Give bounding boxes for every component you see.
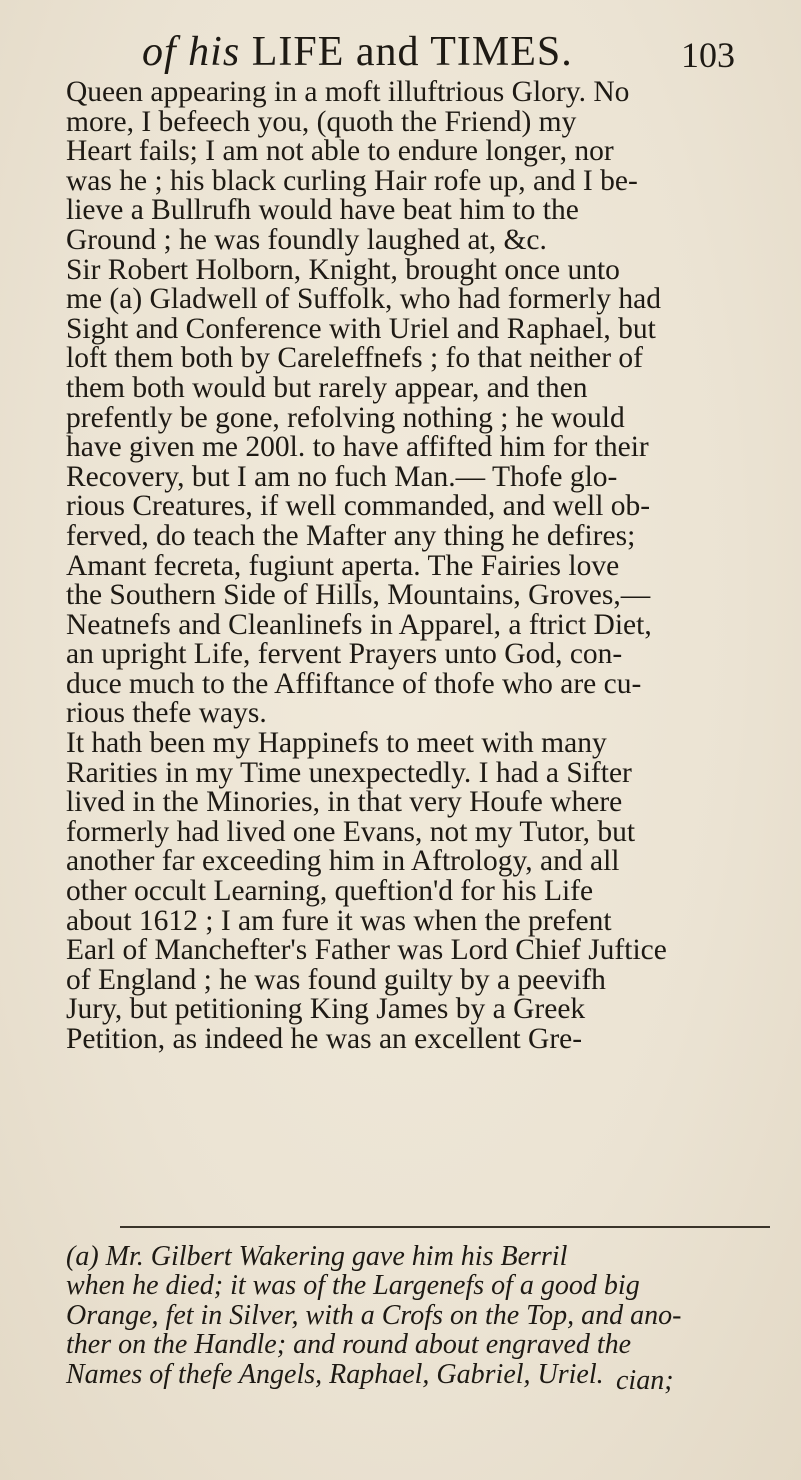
body-line: Neatnefs and Cleanlinefs in Apparel, a ftrict Diet,	[66, 608, 652, 641]
page-number: 103	[681, 35, 735, 75]
running-title	[142, 28, 573, 76]
body-line: lieve a Bullrufh would have beat him to the	[66, 194, 579, 227]
body-line: about 1612 ; I am fure it was when the prefent	[66, 904, 612, 937]
body-line: have given me 200l. to have affifted him for their	[66, 431, 649, 464]
body-line: was he ; his black curling Hair rofe up, and I be-	[66, 164, 638, 197]
footnote-rule	[120, 1226, 770, 1228]
body-line: them both would but rarely appear, and then	[66, 371, 588, 404]
body-text	[66, 78, 766, 1055]
body-line: Ground ; he was foundly laughed at, &c.	[66, 223, 547, 256]
body-line: Queen appearing in a moft illuftrious Glory. No	[66, 76, 630, 108]
body-line: Amant fecreta, fugiunt aperta. The Fairies love	[66, 549, 620, 582]
body-line: Sir Robert Holborn, Knight, brought once unto	[66, 253, 620, 286]
footnote-line: Names of thefe Angels, Raphael, Gabriel, Uriel.	[66, 1358, 604, 1390]
body-line: Petition, as indeed he was an excellent Gre-	[66, 1023, 583, 1055]
running-title-italic: of his	[142, 29, 241, 75]
footnote-line: Orange, fet in Silver, with a Crofs on the Top, and ano-	[66, 1299, 682, 1331]
body-line: Jury, but petitioning King James by a Greek	[66, 993, 586, 1026]
body-line: me (a) Gladwell of Suffolk, who had formerly had	[66, 283, 662, 316]
body-line: another far exceeding him in Aftrology, and all	[66, 845, 620, 878]
body-line: Sight and Conference with Uriel and Raphael, but	[66, 312, 656, 345]
running-title-main: LIFE and TIMES.	[251, 29, 573, 75]
body-line: rious Creatures, if well commanded, and well ob-	[66, 490, 651, 523]
body-line: prefently be gone, refolving nothing ; he would	[66, 401, 625, 434]
body-line: Recovery, but I am no fuch Man.— Thofe glo-	[66, 460, 618, 493]
body-line: duce much to the Affiftance of thofe who are cu-	[66, 667, 642, 700]
footnote-line: when he died; it was of the Largenefs of a good big	[66, 1270, 640, 1302]
body-line: Earl of Manchefter's Father was Lord Chief Juftice	[66, 934, 667, 967]
body-line: an upright Life, fervent Prayers unto God, con-	[66, 638, 623, 671]
body-line: formerly had lived one Evans, not my Tutor, but	[66, 815, 636, 848]
body-line: Rarities in my Time unexpectedly. I had a Sifter	[66, 756, 632, 789]
body-line: lived in the Minories, in that very Houfe where	[66, 786, 623, 819]
body-line: Heart fails; I am not able to endure longer, nor	[66, 135, 614, 168]
body-line: more, I befeech you, (quoth the Friend) my	[66, 105, 577, 138]
body-line: loft them both by Careleffnefs ; fo that neither of	[66, 342, 643, 375]
body-line: ferved, do teach the Mafter any thing he defires;	[66, 519, 636, 552]
catchword: cian;	[616, 1365, 674, 1396]
footnote-line: (a) Mr. Gilbert Wakering gave him his Berril	[66, 1241, 568, 1272]
body-line: of England ; he was found guilty by a peevifh	[66, 963, 606, 996]
body-line: the Southern Side of Hills, Mountains, Groves,—	[66, 579, 651, 612]
body-line: It hath been my Happinefs to meet with many	[66, 727, 607, 760]
body-line: rious thefe ways.	[66, 697, 267, 730]
body-line: other occult Learning, queftion'd for his Life	[66, 875, 594, 908]
footnote-line: ther on the Handle; and round about engraved the	[66, 1329, 632, 1361]
